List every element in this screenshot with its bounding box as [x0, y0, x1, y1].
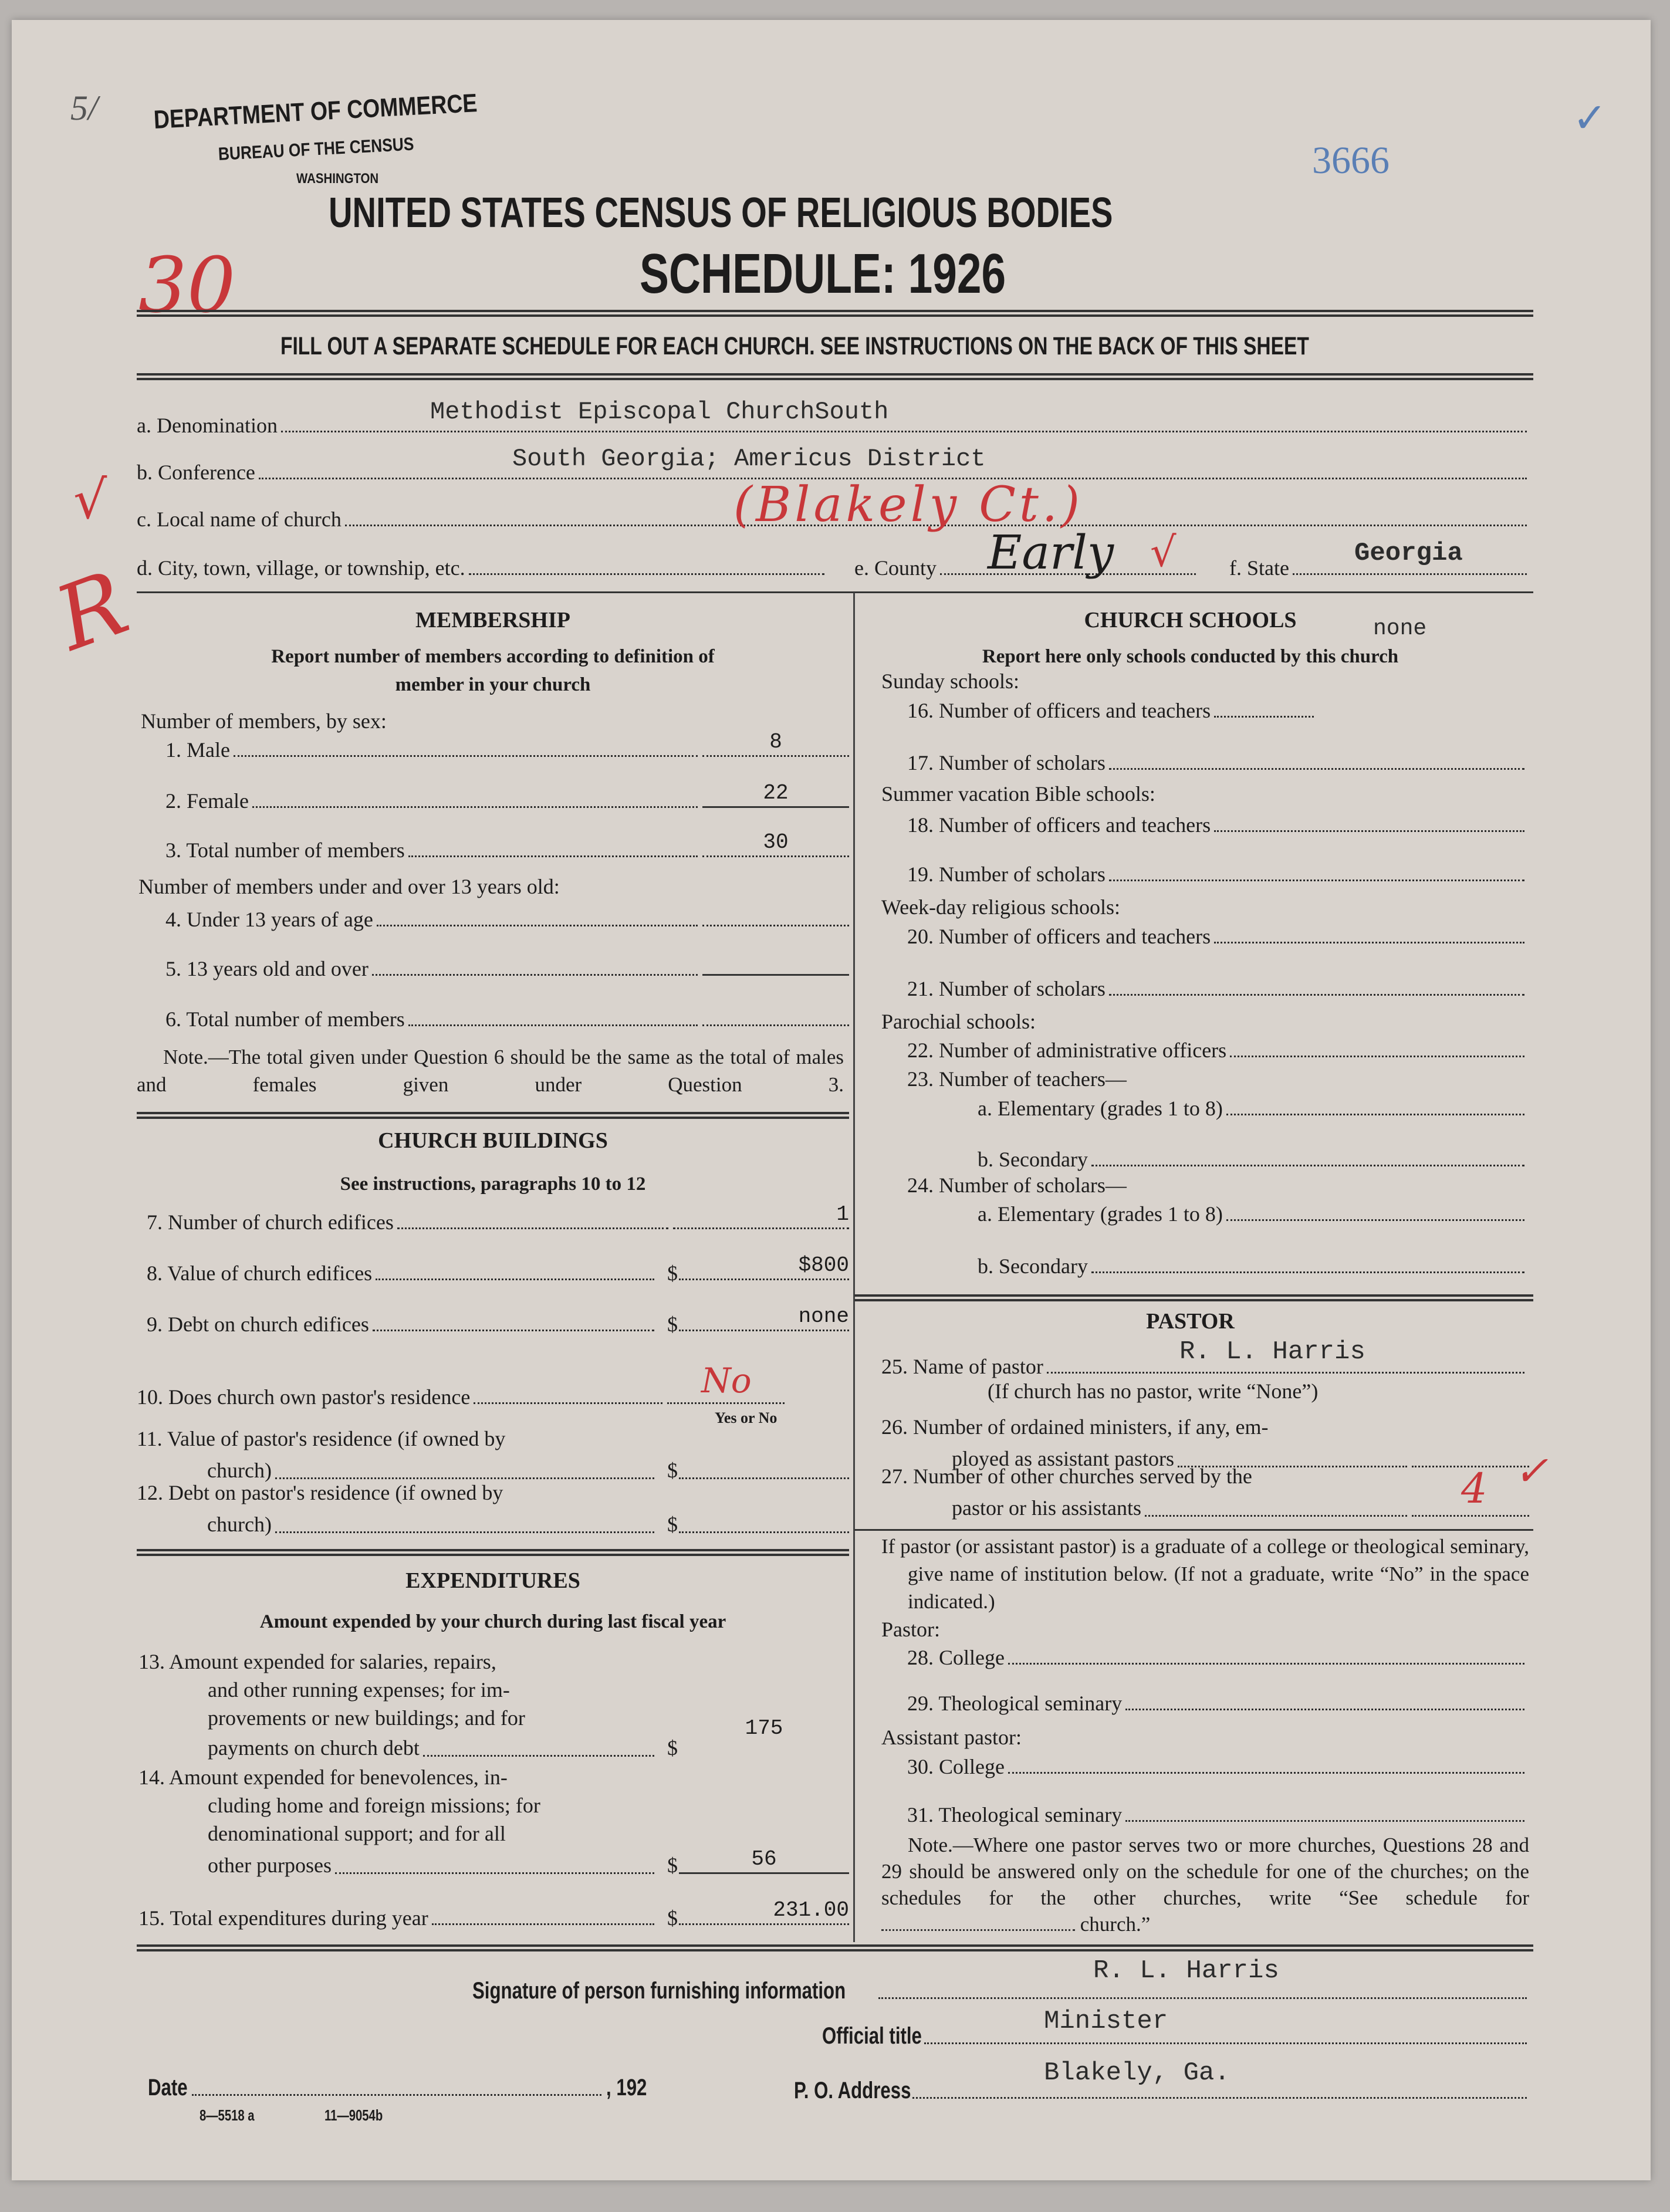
signature-row[interactable] — [472, 1977, 1532, 2004]
question-label: 14. Amount expended for benevolences, in- — [138, 1765, 508, 1789]
benevolences-amount[interactable]: 56 — [679, 1848, 849, 1874]
under-13-count[interactable] — [702, 900, 849, 926]
leader — [878, 1997, 1527, 1999]
pastor-heading: PASTOR — [1146, 1309, 1235, 1334]
question-label: 23. Number of teachers— — [907, 1067, 1127, 1091]
signature-value: R. L. Harris — [1093, 1956, 1279, 1986]
leader — [474, 1402, 662, 1404]
leader — [234, 755, 698, 757]
question-label: 25. Name of pastor — [881, 1355, 1043, 1378]
parochial-officers-row[interactable] — [907, 1036, 1529, 1063]
assistant-college-row[interactable] — [907, 1752, 1529, 1779]
divider — [137, 310, 1533, 317]
date-row[interactable] — [148, 2074, 647, 2101]
sunday-teachers-row[interactable] — [907, 696, 1529, 723]
graduate-instructions: If pastor (or assistant pastor) is a graduate of a college or theological seminary, give name of institution below. (If not a graduate, write “No” in the space indicated.) — [881, 1535, 1529, 1613]
other-churches-value: 4 — [1461, 1464, 1488, 1513]
instruction-line: member in your church — [395, 674, 591, 695]
edifices-count[interactable]: 1 — [673, 1203, 849, 1229]
pastor-seminary-row[interactable] — [907, 1689, 1529, 1716]
section-label: Summer vacation Bible schools: — [881, 782, 1155, 806]
dollar-sign: $ — [667, 1313, 678, 1336]
dollar-sign: $ — [667, 1261, 678, 1285]
official-title-row[interactable] — [822, 2022, 1532, 2049]
leader — [397, 1227, 668, 1229]
question-label: 13. Amount expended for salaries, repairs, — [138, 1650, 496, 1673]
question-label: a. Elementary (grades 1 to 8) — [978, 1097, 1223, 1120]
question-label: payments on church debt — [208, 1736, 420, 1760]
leader — [377, 925, 698, 926]
leader — [408, 855, 698, 857]
leader — [335, 1872, 654, 1874]
question-label: 28. College — [907, 1646, 1005, 1669]
field-label: d. City, town, village, or township, etc. — [137, 556, 465, 580]
divider — [137, 1112, 849, 1119]
church-buildings-heading: CHURCH BUILDINGS — [378, 1128, 608, 1153]
leader — [912, 2097, 1527, 2099]
other-churches-row[interactable] — [881, 1462, 1529, 1522]
leader — [881, 1929, 1075, 1931]
question-label: provements or new buildings; and for — [208, 1706, 525, 1730]
edifices-debt-row[interactable] — [147, 1304, 849, 1337]
field-label: Official title — [822, 2023, 922, 2049]
membership-note: Note.—The total given under Question 6 should be the same as the total of males and females given under Question 3. — [137, 1046, 844, 1096]
residence-debt-row[interactable] — [137, 1479, 849, 1538]
question-label: 31. Theological seminary — [907, 1803, 1123, 1827]
female-row[interactable] — [165, 781, 849, 813]
leader — [423, 1755, 654, 1757]
check-mark-icon: ✓ — [1573, 96, 1607, 141]
city-name: WASHINGTON — [296, 171, 379, 187]
question-label: denominational support; and for all — [208, 1822, 506, 1845]
over-13-row[interactable] — [165, 954, 849, 981]
po-address-value: Blakely, Ga. — [1044, 2058, 1230, 2088]
field-label: c. Local name of church — [137, 508, 342, 531]
sunday-scholars-row[interactable] — [907, 748, 1529, 775]
leader — [1226, 1114, 1524, 1115]
leader — [372, 974, 698, 976]
male-row[interactable] — [165, 730, 849, 762]
church-schools-value: none — [1373, 616, 1427, 641]
local-name-value: (Blakely Ct.) — [733, 477, 1083, 533]
leader — [1109, 768, 1524, 770]
scholars-secondary-row[interactable] — [978, 1252, 1529, 1279]
benevolences-row[interactable] — [138, 1763, 849, 1879]
county-value: Early — [988, 525, 1114, 580]
total-members-age-count[interactable] — [702, 1000, 849, 1026]
leader — [1109, 880, 1524, 881]
church-schools-heading: CHURCH SCHOOLS — [1084, 608, 1297, 633]
question-label: 12. Debt on pastor's residence (if owned by — [137, 1481, 503, 1504]
dollar-sign: $ — [667, 1513, 678, 1536]
margin-pencil-mark: 5/ — [70, 89, 98, 127]
question-label: 7. Number of church edifices — [147, 1210, 394, 1234]
weekday-teachers-row[interactable] — [907, 922, 1529, 949]
leader — [1145, 1515, 1407, 1517]
leader — [373, 1330, 654, 1331]
question-label: 6. Total number of members — [165, 1007, 405, 1031]
leader — [1293, 573, 1527, 575]
divider — [137, 373, 1533, 380]
leader — [1091, 1165, 1524, 1166]
question-label: 30. College — [907, 1755, 1005, 1778]
field-label: Date — [148, 2075, 188, 2101]
dollar-sign: $ — [667, 1459, 678, 1482]
section-label: Parochial schools: — [881, 1010, 1036, 1033]
pastor-name-hint: (If church has no pastor, write “None”) — [988, 1379, 1319, 1403]
question-label: church) — [207, 1513, 272, 1536]
question-label: b. Secondary — [978, 1254, 1088, 1278]
section-label: Assistant pastor: — [881, 1726, 1022, 1749]
state-value: Georgia — [1354, 539, 1463, 568]
leader — [1008, 1772, 1524, 1774]
question-label: 4. Under 13 years of age — [165, 908, 373, 931]
section-label: Number of members, by sex: — [141, 709, 387, 733]
membership-heading: MEMBERSHIP — [415, 608, 570, 633]
file-number-stamp: 3666 — [1312, 139, 1390, 182]
female-count[interactable]: 22 — [702, 782, 849, 808]
divider — [137, 591, 1533, 593]
instruction-banner: FILL OUT A SEPARATE SCHEDULE FOR EACH CHURCH. SEE INSTRUCTIONS ON THE BACK OF THIS SHEET — [280, 332, 1309, 360]
teachers-elementary-row[interactable] — [978, 1094, 1529, 1121]
summer-teachers-row[interactable] — [907, 810, 1529, 837]
leader — [1125, 1820, 1524, 1822]
leader — [1008, 1663, 1524, 1665]
assistant-seminary-row[interactable] — [907, 1800, 1529, 1827]
field-label: e. County — [854, 556, 937, 580]
leader — [281, 431, 1527, 432]
dollar-sign: $ — [667, 1736, 678, 1760]
red-annotation-number: 30 — [138, 241, 236, 330]
question-label: 17. Number of scholars — [907, 751, 1106, 774]
leader — [432, 1923, 654, 1925]
leader — [1214, 716, 1314, 718]
church-buildings-instructions: See instructions, paragraphs 10 to 12 — [340, 1173, 646, 1195]
form-number: 8—5518 a — [200, 2106, 255, 2124]
question-label: 27. Number of other churches served by the — [881, 1464, 1252, 1488]
denomination-value: Methodist Episcopal ChurchSouth — [430, 398, 889, 426]
question-label: 3. Total number of members — [165, 838, 405, 862]
pastor-name-value: R. L. Harris — [1179, 1337, 1365, 1367]
divider — [137, 1944, 1533, 1951]
scholars-elementary-row[interactable] — [978, 1199, 1529, 1226]
question-label: 1. Male — [165, 738, 230, 762]
church-schools-instructions: Report here only schools conducted by this church — [982, 646, 1399, 667]
question-label: 20. Number of officers and teachers — [907, 925, 1211, 948]
question-label: 24. Number of scholars— — [907, 1173, 1127, 1197]
total-members-count[interactable]: 30 — [702, 831, 849, 857]
divider — [137, 1549, 849, 1556]
conference-value: South Georgia; Americus District — [512, 445, 986, 473]
dollar-sign: $ — [667, 1906, 678, 1930]
question-label: and other running expenses; for im- — [208, 1678, 510, 1702]
residence-value-row[interactable] — [137, 1425, 849, 1484]
instruction-line: Report number of members according to definition of — [271, 646, 715, 667]
pastor-note — [881, 1832, 1529, 1937]
edifices-value-row[interactable] — [147, 1253, 849, 1286]
schedule-title: SCHEDULE: 1926 — [640, 242, 1006, 305]
official-title-value: Minister — [1044, 2007, 1168, 2036]
field-label: f. State — [1229, 556, 1289, 580]
form-title: UNITED STATES CENSUS OF RELIGIOUS BODIES — [329, 190, 1113, 236]
city-field[interactable] — [137, 553, 829, 580]
note-text: church.” — [1080, 1913, 1151, 1936]
red-check-icon: √ — [73, 469, 107, 531]
question-label: other purposes — [208, 1854, 332, 1877]
leader — [1214, 942, 1524, 943]
dollar-sign: $ — [667, 1854, 678, 1877]
membership-instructions — [137, 642, 849, 699]
total-members-row[interactable] — [165, 830, 849, 863]
leader — [1125, 1709, 1524, 1710]
pastor-college-row[interactable] — [907, 1643, 1529, 1670]
field-label: a. Denomination — [137, 414, 278, 437]
field-label: Signature of person furnishing information — [472, 1978, 846, 2004]
leader — [1047, 1372, 1524, 1374]
section-label: Pastor: — [881, 1618, 941, 1641]
leader — [376, 1279, 654, 1280]
question-label: ployed as assistant pastors — [952, 1447, 1174, 1470]
note-text: Note.—Where one pastor serves two or more churches, Questions 28 and 29 should be answered only on the schedule for one of the churches; on the schedules for the other churches, write “See schedule for — [881, 1834, 1529, 1909]
bureau-name: BUREAU OF THE CENSUS — [218, 133, 415, 164]
owns-residence-value: No — [701, 1361, 752, 1401]
teachers-secondary-row[interactable] — [978, 1145, 1529, 1172]
leader — [1230, 1056, 1524, 1057]
margin-red-letter: R — [43, 552, 141, 671]
leader — [1109, 994, 1524, 996]
under-13-row[interactable] — [165, 905, 849, 932]
weekday-scholars-row[interactable] — [907, 974, 1529, 1001]
leader — [252, 806, 698, 808]
edifices-debt[interactable]: none — [679, 1305, 849, 1331]
question-label: church) — [207, 1459, 272, 1482]
question-label: 9. Debt on church edifices — [147, 1313, 369, 1336]
leader — [1214, 830, 1524, 832]
question-label: 21. Number of scholars — [907, 977, 1106, 1000]
question-label: 26. Number of ordained ministers, if any, em- — [881, 1415, 1269, 1439]
red-check-icon: √ — [1150, 528, 1177, 576]
running-expenses-amount[interactable]: 175 — [745, 1716, 783, 1740]
leader — [408, 1024, 698, 1026]
yes-no-hint: Yes or No — [715, 1409, 777, 1426]
divider — [854, 1294, 1533, 1301]
leader — [1226, 1219, 1524, 1221]
question-label: 8. Value of church edifices — [147, 1261, 373, 1285]
edifices-value[interactable]: $800 — [679, 1254, 849, 1280]
residence-debt[interactable] — [679, 1507, 849, 1533]
question-label: b. Secondary — [978, 1148, 1088, 1171]
section-label: Number of members under and over 13 years old: — [138, 875, 560, 898]
leader — [469, 573, 824, 575]
question-label: 19. Number of scholars — [907, 863, 1106, 886]
question-label: 15. Total expenditures during year — [138, 1906, 428, 1930]
red-check-icon: ✓ — [1514, 1447, 1549, 1495]
leader — [1091, 1271, 1524, 1273]
divider — [854, 1529, 1533, 1531]
department-name: DEPARTMENT OF COMMERCE — [153, 89, 478, 134]
column-divider — [853, 593, 855, 1942]
leader — [275, 1531, 654, 1533]
question-label: a. Elementary (grades 1 to 8) — [978, 1202, 1223, 1226]
summer-scholars-row[interactable] — [907, 860, 1529, 887]
field-label: P. O. Address — [794, 2078, 911, 2103]
total-members-age-row[interactable] — [165, 1004, 849, 1031]
residence-value[interactable] — [679, 1453, 849, 1479]
expenditures-heading: EXPENDITURES — [405, 1568, 580, 1593]
question-label: 5. 13 years old and over — [165, 957, 369, 980]
expenditures-instructions: Amount expended by your church during last fiscal year — [259, 1611, 726, 1632]
question-label: 2. Female — [165, 789, 249, 813]
form-number: 11—9054b — [324, 2106, 383, 2124]
question-label: 11. Value of pastor's residence (if owned by — [137, 1427, 506, 1450]
section-label: Sunday schools: — [881, 669, 1020, 693]
over-13-count[interactable] — [702, 949, 849, 976]
total-expenditures-amount[interactable]: 231.00 — [679, 1899, 849, 1925]
section-label: Week-day religious schools: — [881, 895, 1121, 919]
total-expenditures-row[interactable] — [138, 1898, 849, 1930]
question-label: 16. Number of officers and teachers — [907, 699, 1211, 722]
male-count[interactable]: 8 — [702, 730, 849, 757]
leader — [924, 2042, 1527, 2044]
question-label: cluding home and foreign missions; for — [208, 1794, 540, 1817]
question-label: pastor or his assistants — [952, 1496, 1141, 1520]
leader — [192, 2094, 601, 2096]
question-label: 18. Number of officers and teachers — [907, 813, 1211, 837]
question-label: 10. Does church own pastor's residence — [137, 1385, 471, 1409]
year-prefix: , 192 — [606, 2075, 647, 2101]
field-label: b. Conference — [137, 461, 255, 484]
question-label: 22. Number of administrative officers — [907, 1039, 1227, 1062]
running-expenses-row[interactable] — [138, 1648, 849, 1762]
edifices-count-row[interactable] — [147, 1202, 849, 1234]
question-label: 29. Theological seminary — [907, 1692, 1123, 1715]
